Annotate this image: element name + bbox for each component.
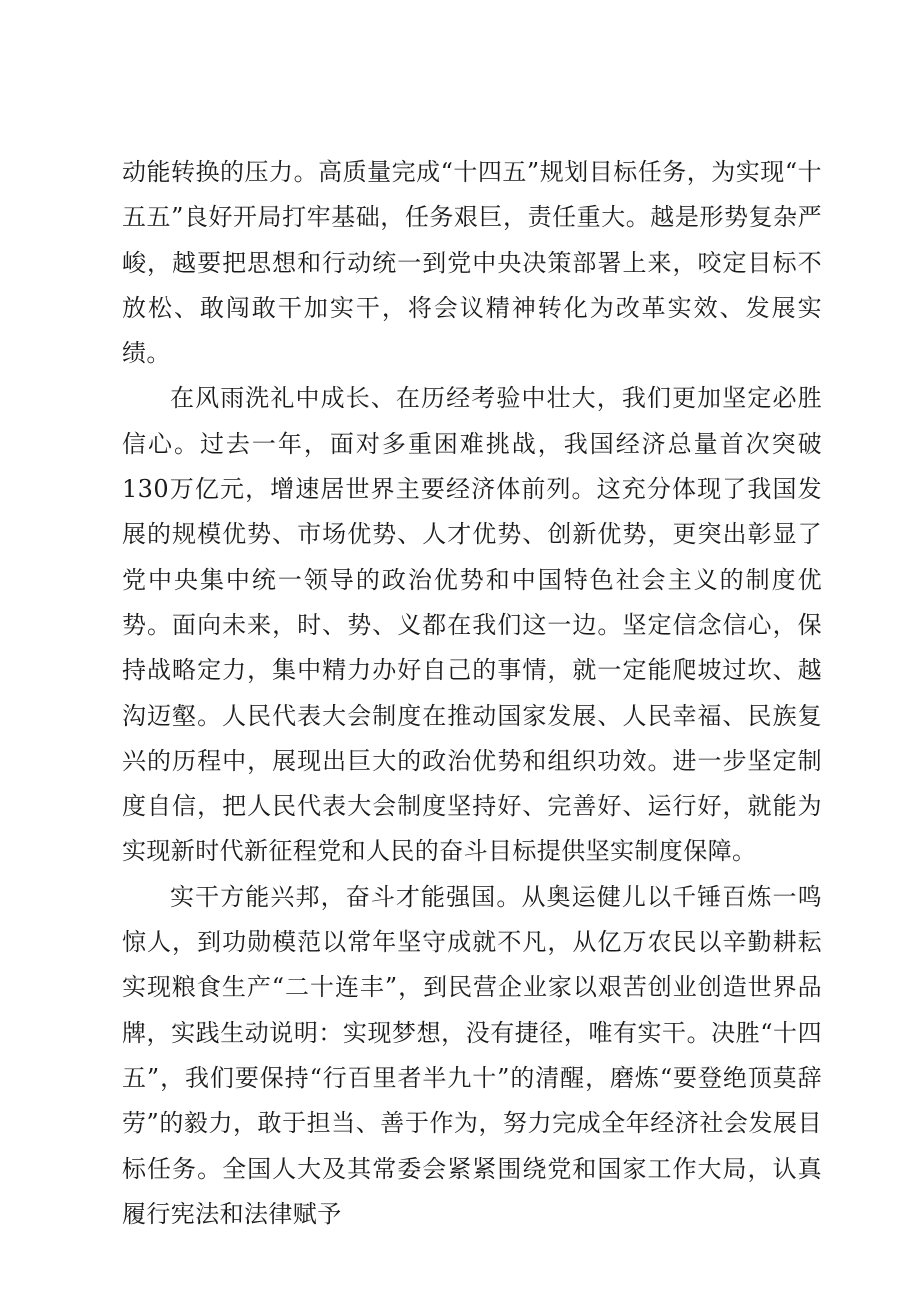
paragraph-continuation: 动能转换的压力。高质量完成“十四五”规划目标任务，为实现“十五五”良好开局打牢基础，任务艰巨，责任重大。越是形势复杂严峻，越要把思想和行动统一到党中央决策部署上来，咬定目标不放松、敢闯敢干加实干，将会议精神转化为改革实效、发展实绩。 <box>122 158 822 368</box>
paragraph-confidence: 在风雨洗礼中成长、在历经考验中壮大，我们更加坚定必胜信心。过去一年，面对多重困难挑战，我国经济总量首次突破130万亿元，增速居世界主要经济体前列。这充分体现了我国发展的规模优势、市场优势、人才优势、创新优势，更突出彰显了党中央集中统一领导的政治优势和中国特色社会主义的制度优势。面向未来，时、势、义都在我们这一边。坚定信念信心，保持战略定力，集中精力办好自己的事情，就一定能爬坡过坎、越沟迈壑。人民代表大会制度在推动国家发展、人民幸福、民族复兴的历程中，展现出巨大的政治优势和组织功效。进一步坚定制度自信，把人民代表大会制度坚持好、完善好、运行好，就能为实现新时代新征程党和人民的奋斗目标提供坚实制度保障。 <box>122 384 822 866</box>
document-body <box>122 150 822 1237</box>
paragraph-hard-work: 实干方能兴邦，奋斗才能强国。从奥运健儿以千锤百炼一鸣惊人，到功勋模范以常年坚守成就不凡，从亿万农民以辛勤耕耘实现粮食生产“二十连丰”，到民营企业家以艰苦创业创造世界品牌，实践生动说明：实现梦想，没有捷径，唯有实干。决胜“十四五”，我们要保持“行百里者半九十”的清醒，磨炼“要登绝顶莫辞劳”的毅力，敢于担当、善于作为，努力完成全年经济社会发展目标任务。全国人大及其常委会紧紧围绕党和国家工作大局，认真履行宪法和法律赋予 <box>122 882 822 1228</box>
